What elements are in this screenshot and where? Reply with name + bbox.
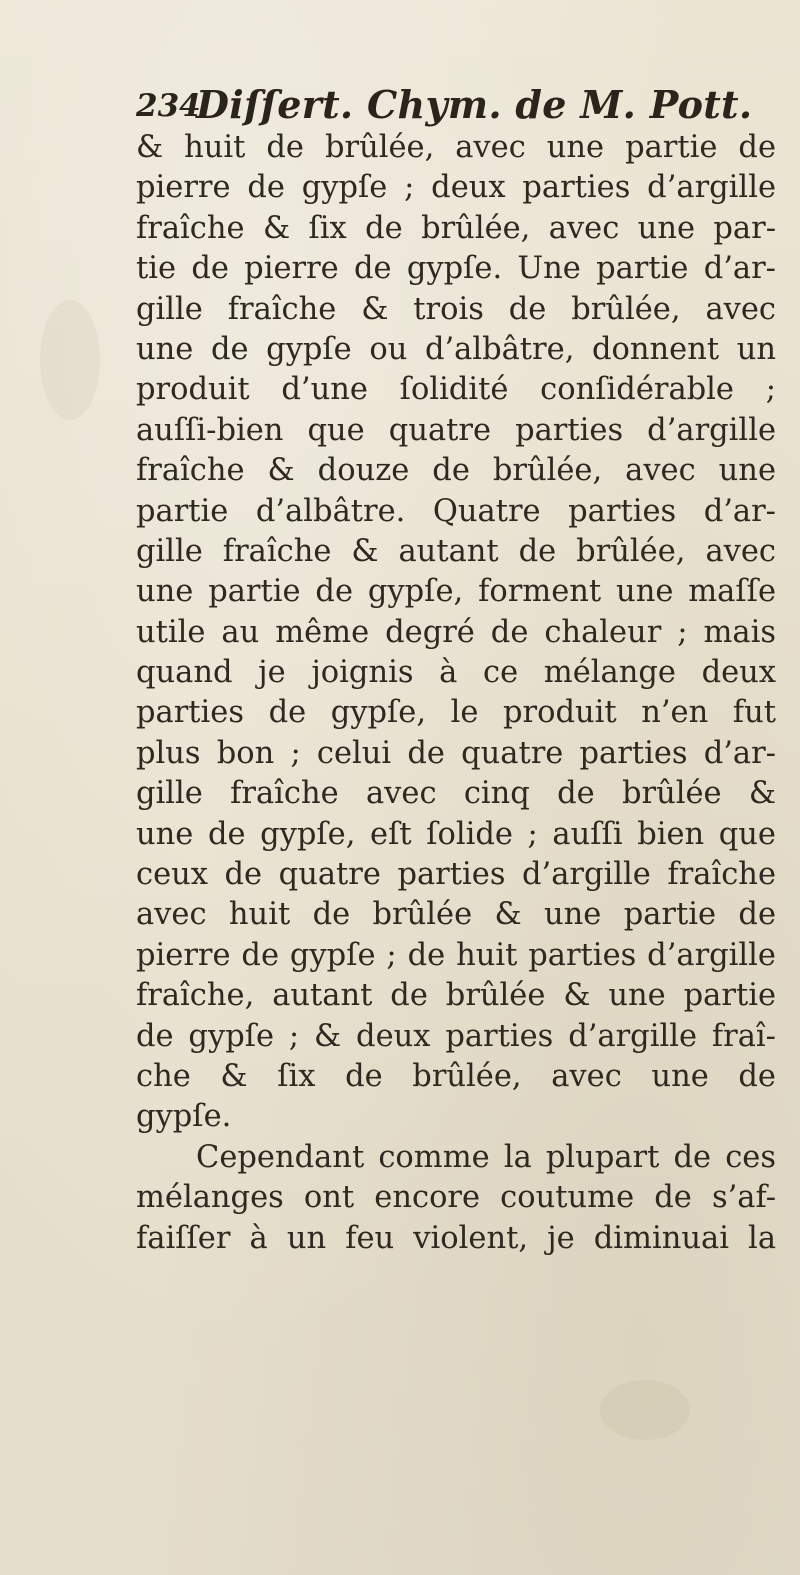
text-line: une de gypſe ou d’albâtre, donnent un	[136, 331, 776, 367]
text-line: tie de pierre de gypſe. Une partie d’ar-	[136, 251, 776, 287]
text-line: & huit de brûlée, avec une partie de	[136, 130, 776, 165]
text-line: pierre de gypſe ; de huit parties d’argille	[136, 937, 776, 973]
text-line: auſſi-bien que quatre parties d’argille	[136, 412, 776, 448]
paper-stain	[600, 1380, 690, 1440]
body-text	[136, 128, 776, 1259]
text-line: mélanges ont encore coutume de s’af-	[136, 1180, 776, 1216]
text-line: utile au même degré de chaleur ; mais	[136, 614, 776, 650]
text-line: quand je joignis à ce mélange deux	[136, 655, 776, 691]
text-line: fraîche & douze de brûlée, avec une	[136, 453, 776, 489]
text-line: parties de gypſe, le produit n’en fut	[136, 695, 776, 731]
text-line: gille fraîche & autant de brûlée, avec	[136, 533, 776, 569]
text-line: avec huit de brûlée & une partie de	[136, 897, 776, 933]
text-line: produit d’une ſolidité conſidérable ;	[136, 372, 776, 408]
text-line: gille fraîche & trois de brûlée, avec	[136, 291, 776, 327]
paper-stain	[40, 300, 100, 420]
text-line: gille fraîche avec cinq de brûlée &	[136, 776, 776, 812]
text-line: de gypſe ; & deux parties d’argille fraî-	[136, 1018, 776, 1054]
text-line: gypſe.	[136, 1099, 232, 1135]
text-line: ceux de quatre parties d’argille fraîche	[136, 857, 776, 893]
running-title: Diſſert. Chym. de M. Pott.	[196, 82, 753, 127]
text-line: plus bon ; celui de quatre parties d’ar-	[136, 735, 776, 771]
text-line: partie d’albâtre. Quatre parties d’ar-	[136, 493, 776, 529]
text-line: une de gypſe, eſt ſolide ; auſſi bien que	[136, 816, 776, 852]
text-line: fraîche, autant de brûlée & une partie	[136, 978, 776, 1014]
paragraph-start-line: Cependant comme la plupart de ces	[196, 1139, 776, 1175]
text-line: che & ſix de brûlée, avec une de	[136, 1058, 776, 1094]
page-header	[136, 82, 776, 132]
text-line: une partie de gypſe, forment une maſſe	[136, 574, 776, 610]
text-line: fraîche & ſix de brûlée, avec une par-	[136, 210, 776, 246]
text-line: faiſſer à un feu violent, je diminuai la	[136, 1220, 776, 1256]
text-line: pierre de gypſe ; deux parties d’argille	[136, 170, 776, 206]
page-number: 234	[136, 88, 201, 124]
